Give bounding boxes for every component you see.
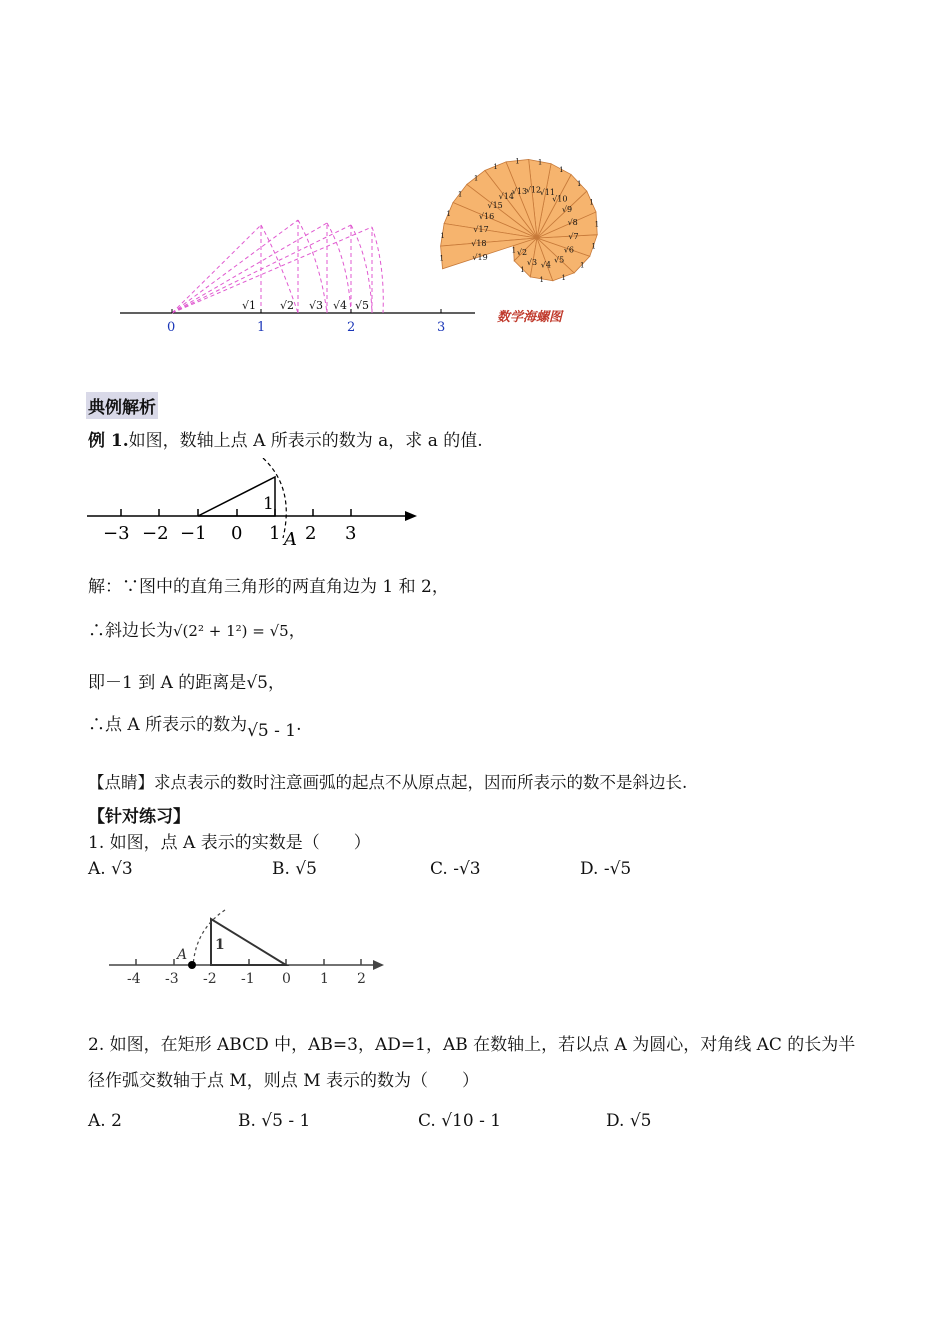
ex1-tick-0: 0 [231, 523, 243, 544]
solution-line-3 [88, 672, 285, 694]
practice-title: 【针对练习】 [88, 807, 190, 827]
spiral-leg-label: 1 [561, 273, 566, 282]
spiral-hyp-label: √8 [567, 217, 578, 227]
spiral-leg-label: 1 [537, 158, 543, 167]
ex1-tick-m2: −2 [142, 523, 169, 544]
spiral-leg-label: 1 [446, 210, 452, 219]
q1-arrow-head [373, 960, 384, 970]
solution-line-2 [88, 620, 306, 642]
spiral-hyp-label: √2 [516, 248, 528, 258]
solution-line2-suffix: ， [288, 621, 306, 641]
solution-line4-root: √5 - 1 [247, 721, 297, 741]
example1-prefix: 例 1. [88, 431, 129, 451]
spiral-leg-label: 1 [439, 254, 445, 263]
solution-line4-prefix: ∴点 A 所表示的数为 [88, 715, 248, 735]
spiral-hyp-label: √5 [554, 255, 565, 265]
solution-line2-expr: √(2² + 1²) = √5 [173, 622, 289, 640]
spiral-hyp-label: √12 [525, 185, 542, 195]
sqrt-label-4: √4 [333, 299, 348, 312]
example1-text: 如图，数轴上点 A 所表示的数为 a，求 a 的值. [128, 431, 483, 451]
q1-option-d[interactable]: D. -√5 [580, 859, 632, 879]
construction-lines [172, 220, 383, 313]
spiral-hyp-label: √4 [540, 260, 551, 270]
q1-tick-0: 0 [282, 971, 291, 987]
q1-figure [105, 905, 390, 990]
ex1-leg-label: 1 [263, 494, 274, 514]
ex1-tick-m1: −1 [180, 523, 207, 544]
spiral-hyp-label: √11 [539, 187, 555, 197]
numberline-label-1: 1 [257, 320, 266, 335]
q1-tick-m1: -1 [241, 971, 255, 987]
ex1-arrow-head [405, 511, 417, 521]
spiral-leg-label: 1 [594, 220, 600, 229]
spiral-leg-label: 1 [520, 265, 525, 274]
spiral-hyp-label: √3 [526, 258, 538, 268]
solution-line3-prefix: 即－1 到 A 的距离是 [88, 673, 247, 693]
spiral-leg-label: 1 [493, 163, 498, 172]
spiral-hyp-label: √6 [563, 245, 574, 255]
q1-tick-m3: -3 [165, 971, 179, 987]
spiral-leg-label: 1 [589, 198, 594, 207]
spiral-hyp-label: √16 [478, 212, 495, 222]
spiral-hyp-label: √7 [568, 231, 579, 241]
spiral-hyp-label: √19 [472, 253, 488, 263]
solution-line2-prefix: ∴斜边长为 [88, 621, 173, 641]
tip-text: 【点睛】求点表示的数时注意画弧的起点不从原点起，因而所表示的数不是斜边长. [88, 773, 688, 792]
numberline-label-3: 3 [437, 320, 446, 335]
spiral-leg-label: 1 [457, 190, 463, 199]
ex1-tick-m3: −3 [103, 523, 130, 544]
q1-point-a [188, 961, 196, 969]
q1-point-label: A [177, 947, 188, 963]
q2-stem-line-2: 径作弧交数轴于点 M，则点 M 表示的数为（ ） [88, 1071, 480, 1091]
solution-line4-suffix: . [296, 715, 302, 735]
ex1-tick-3: 3 [345, 523, 357, 544]
sqrt-label-1: √1 [242, 299, 257, 312]
spiral-leg-label: 1 [440, 231, 445, 240]
spiral-leg-label: 1 [579, 261, 585, 270]
spiral-hyp-label: √17 [473, 225, 489, 235]
numberline-label-0: 0 [167, 320, 176, 335]
q2-option-d[interactable]: D. √5 [606, 1111, 652, 1131]
spiral-leg-label: 1 [576, 179, 582, 188]
spiral-hyp-label: √18 [471, 239, 487, 249]
q2-stem-line-1: 2. 如图，在矩形 ABCD 中，AB=3，AD=1，AB 在数轴上，若以点 A 为圆心，对角线 AC 的长为半 [88, 1035, 856, 1055]
spiral-leg-label: 1 [473, 174, 479, 183]
sqrt-spiral-figure [385, 110, 635, 330]
q2-option-c[interactable]: C. √10 - 1 [418, 1111, 502, 1131]
q1-option-b[interactable]: B. √5 [272, 859, 317, 879]
q2-option-a[interactable]: A. 2 [88, 1111, 122, 1131]
spiral-hyp-label: √15 [487, 200, 503, 210]
solution-line-1: 解：∵图中的直角三角形的两直角边为 1 和 2， [88, 577, 449, 597]
spiral-leg-label: 1 [511, 246, 517, 255]
sqrt-label-2: √2 [280, 299, 295, 312]
example1-question [88, 430, 483, 452]
ex1-tick-2: 2 [305, 523, 317, 544]
q1-tick-1: 1 [320, 971, 329, 987]
sqrt-label-5: √5 [355, 299, 370, 312]
q1-stem: 1. 如图，点 A 表示的实数是（ ） [88, 833, 371, 853]
ex1-tick-1: 1 [269, 523, 281, 544]
spiral-leg-label: 1 [515, 157, 520, 166]
q1-tick-m4: -4 [127, 971, 141, 987]
solution-line-4 [88, 714, 302, 741]
example1-figure [85, 458, 425, 550]
q1-tick-2: 2 [357, 971, 366, 987]
ex1-point-label: A [284, 529, 297, 550]
sqrt-label-3: √3 [309, 299, 324, 312]
spiral-leg-label: 1 [539, 275, 545, 284]
solution-line3-root: √5 [246, 673, 268, 693]
q1-leg-label: 1 [215, 937, 225, 953]
spiral-leg-label: 1 [591, 242, 596, 251]
spiral-hyp-label: √13 [511, 186, 528, 196]
spiral-leg-label: 1 [559, 166, 564, 175]
q1-tick-m2: -2 [203, 971, 217, 987]
q1-option-a[interactable]: A. √3 [88, 859, 133, 879]
q1-option-c[interactable]: C. -√3 [430, 859, 481, 879]
q2-option-b[interactable]: B. √5 - 1 [238, 1111, 311, 1131]
numberline-label-2: 2 [347, 320, 356, 335]
solution-line3-suffix: ， [267, 673, 285, 693]
section-title-examples: 典例解析 [86, 392, 158, 419]
spiral-hyp-label: √14 [498, 192, 514, 202]
spiral-hyp-label: √9 [561, 204, 573, 214]
spiral-watermark: 数学海螺图 [497, 310, 563, 325]
spiral-hyp-label: √10 [552, 194, 568, 204]
